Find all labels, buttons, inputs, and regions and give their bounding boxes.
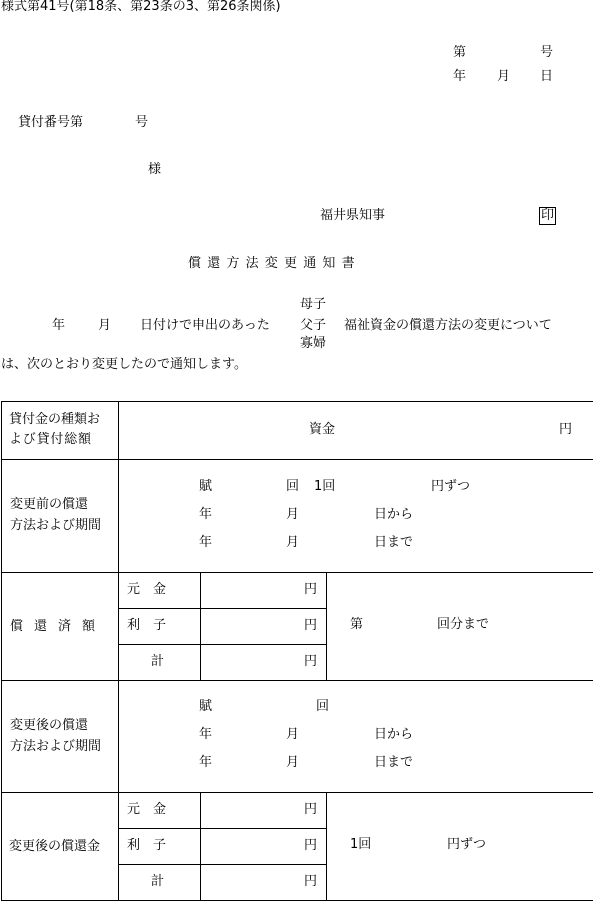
form-number: 様式第41号(第18条、第23条の3、第26条関係) (1, 0, 281, 13)
category-father-child: 父子 (300, 319, 326, 332)
date-year: 年 (453, 70, 466, 83)
principal-value-cell: 円 (201, 573, 327, 609)
loan-number-suffix: 号 (135, 116, 148, 129)
document-title: 償還方法変更通知書 (188, 257, 361, 270)
row-loan-type (2, 402, 593, 460)
label-before-change: 変更前の償還 方法および期間 (2, 460, 119, 573)
date-day: 日 (540, 70, 553, 83)
value-after-change: 賦 回 年 月 日から 年 月 日まで (119, 681, 593, 793)
body-subject: 福祉資金の償還方法の変更について (344, 319, 552, 332)
interest-value-cell: 円 (201, 609, 327, 645)
addressee-honorific: 様 (148, 163, 161, 176)
interest-label-cell: 利 子 (119, 609, 201, 645)
body-date-phrase: 日付けで申出のあった (140, 319, 270, 332)
row-before-change (2, 460, 593, 573)
body-year: 年 (52, 319, 65, 332)
repaid-count-cell: 第 回分まで (327, 573, 593, 681)
row-new-principal (2, 793, 593, 829)
label-loan-type: 貸付金の種類お よび貸付総額 (2, 402, 119, 460)
row-after-change (2, 681, 593, 793)
yen-label: 円 (559, 423, 572, 436)
date-month: 月 (497, 70, 510, 83)
value-loan-type (119, 402, 593, 460)
doc-number-prefix: 第 (453, 46, 466, 59)
loan-number-prefix: 貸付番号第 (18, 116, 83, 129)
seal-mark: 印 (539, 207, 556, 225)
body-line-2: は、次のとおり変更したので通知します。 (1, 358, 247, 371)
label-new-repayment: 変更後の償還金 (2, 793, 119, 901)
category-mother-child: 母子 (300, 298, 326, 311)
new-principal-value-cell: 円 (201, 793, 327, 829)
new-installment-cell: 1回 円ずつ (327, 793, 593, 901)
total-value-cell: 円 (201, 645, 327, 681)
body-month: 月 (98, 319, 111, 332)
value-before-change: 賦 回 1回 円ずつ 年 月 日から 年 月 日まで (119, 460, 593, 573)
label-repaid-amount: 償還済額 (2, 573, 119, 681)
issuer-title: 福井県知事 (320, 209, 385, 222)
label-after-change: 変更後の償還 方法および期間 (2, 681, 119, 793)
total-label-cell: 計 (119, 645, 201, 681)
new-total-value-cell: 円 (201, 865, 327, 901)
doc-number-suffix: 号 (540, 46, 553, 59)
fund-label: 資金 (309, 423, 335, 436)
new-total-label-cell: 計 (119, 865, 201, 901)
category-widow: 寡婦 (300, 337, 326, 350)
new-interest-label-cell: 利 子 (119, 829, 201, 865)
row-repaid-principal (2, 573, 593, 609)
new-principal-label-cell: 元 金 (119, 793, 201, 829)
repayment-table (1, 401, 593, 901)
principal-label-cell: 元 金 (119, 573, 201, 609)
new-interest-value-cell: 円 (201, 829, 327, 865)
